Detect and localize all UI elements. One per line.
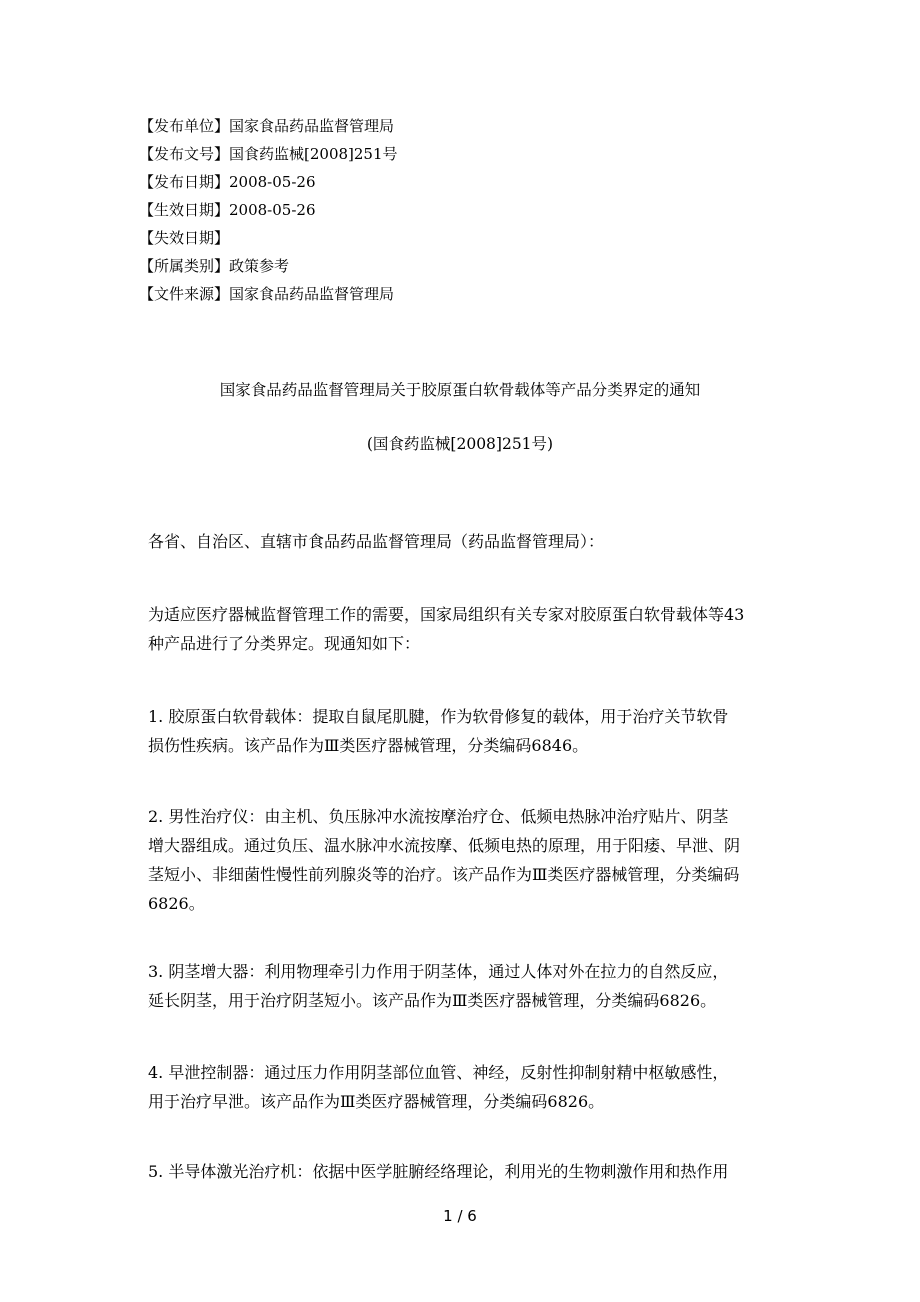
list-item-1 xyxy=(148,702,788,760)
salutation-text: 各省、自治区、直辖市食品药品监督管理局（药品监督管理局）： xyxy=(148,532,605,551)
list-item-3 xyxy=(148,957,788,1015)
meta-source: 【文件来源】国家食品药品监督管理局 xyxy=(139,285,395,303)
item-line: 增大器组成。通过负压、温水脉冲水流按摩、低频电热的原理，用于阳痿、早泄、阴 xyxy=(148,836,741,855)
meta-expiry-date: 【失效日期】 xyxy=(139,229,230,247)
intro-paragraph xyxy=(148,600,788,658)
meta-category: 【所属类别】政策参考 xyxy=(139,257,290,275)
meta-effective-date: 【生效日期】2008-05-26 xyxy=(139,201,316,219)
item-line: 损伤性疾病。该产品作为Ⅲ类医疗器械管理，分类编码6846。 xyxy=(148,736,589,755)
item-line: 2. 男性治疗仪：由主机、负压脉冲水流按摩治疗仓、低频电热脉冲治疗贴片、阴茎 xyxy=(148,807,729,826)
list-item-2 xyxy=(148,802,788,918)
item-line: 用于治疗早泄。该产品作为Ⅲ类医疗器械管理，分类编码6826。 xyxy=(148,1092,605,1111)
item-line: 1. 胶原蛋白软骨载体：提取自鼠尾肌腱，作为软骨修复的载体，用于治疗关节软骨 xyxy=(148,707,729,726)
meta-issue-date: 【发布日期】2008-05-26 xyxy=(139,173,316,191)
salutation xyxy=(148,527,788,556)
meta-issuer: 【发布单位】国家食品药品监督管理局 xyxy=(139,117,395,135)
item-line: 6826。 xyxy=(148,894,205,913)
item-line: 茎短小、非细菌性慢性前列腺炎等的治疗。该产品作为Ⅲ类医疗器械管理，分类编码 xyxy=(148,865,740,884)
document-title: 国家食品药品监督管理局关于胶原蛋白软骨载体等产品分类界定的通知 xyxy=(219,381,701,399)
item-line: 3. 阴茎增大器：利用物理牵引力作用于阴茎体，通过人体对外在拉力的自然反应， xyxy=(148,962,729,981)
meta-doc-number: 【发布文号】国食药监械[2008]251号 xyxy=(139,145,398,163)
document-metadata xyxy=(139,112,398,308)
intro-line: 种产品进行了分类界定。现通知如下： xyxy=(148,634,421,653)
item-line: 5. 半导体激光治疗机：依据中医学脏腑经络理论，利用光的生物刺激作用和热作用 xyxy=(148,1162,729,1181)
list-item-4 xyxy=(148,1058,788,1116)
item-line: 延长阴茎，用于治疗阴茎短小。该产品作为Ⅲ类医疗器械管理，分类编码6826。 xyxy=(148,991,717,1010)
list-item-5 xyxy=(148,1157,788,1186)
document-number: (国食药监械[2008]251号) xyxy=(366,435,554,453)
item-line: 4. 早泄控制器：通过压力作用阴茎部位血管、神经，反射性抑制射精中枢敏感性， xyxy=(148,1063,729,1082)
page-number: 1 / 6 xyxy=(443,1207,477,1225)
intro-line: 为适应医疗器械监督管理工作的需要，国家局组织有关专家对胶原蛋白软骨载体等43 xyxy=(148,605,745,624)
